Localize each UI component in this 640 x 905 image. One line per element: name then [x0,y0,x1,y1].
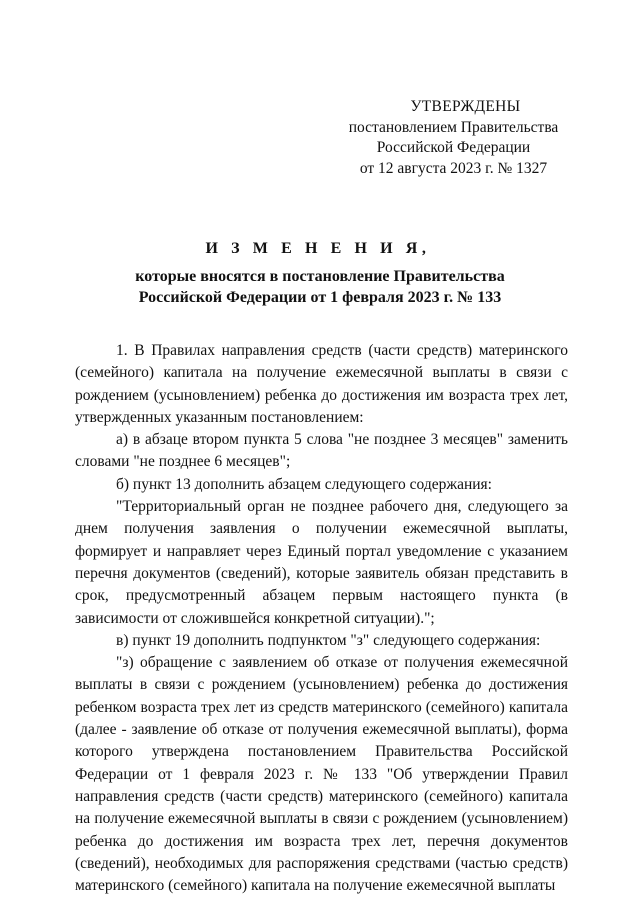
approval-date-line: от 12 августа 2023 г. № 1327 [359,159,548,177]
paragraph-subitem-c: в) пункт 19 дополнить подпунктом "з" следующего содержания: [116,631,541,649]
paragraph-subitem-a: а) в абзаце втором пункта 5 слова "не позднее 3 месяцев" заменить словами "не позднее 6 месяцев"; [75,431,568,471]
paragraph-item-1: 1. В Правилах направления средств (части средств) материнского (семейного) капитала на получение ежемесячной выплаты в связи с рождением (усыновлением) ребенка до достижения им возраста трех лет, утвержденных указанным постановлением: [75,342,568,426]
paragraph-quote-1: "Территориальный орган не позднее рабочего дня, следующего за днем получения заявления о получении ежемесячной выплаты, формирует и направляет через Единый портал уведомление с указанием перечня документов (сведений), которые заявитель обязан представить в срок, предусмотренный абзацем первым настоящего пункта (в зависимости от сложившейся конкретной ситуации)."; [75,498,568,627]
approval-line-2: Российской Федерации [376,139,531,156]
subtitle-line-2: Российской Федерации от 1 февраля 2023 г. № 133 [138,288,502,306]
paragraph-quote-2: "з) обращение с заявлением об отказе от получения ежемесячной выплаты в связи с рождением (усыновлением) ребенка до достижения ребенком возраста трех лет из средств материнского (семейного) капитала (далее - заявление об отказе от получения ежемесячной выплаты), форма которого утверждена постановлением Правительства Российской Федерации от 1 февраля 2023 г. № 133 "Об утверждении Правил направления средств (части средств) материнского (семейного) капитала на получение ежемесячной выплаты в связи с рождением (усыновлением) ребенка до достижения им возраста трех лет, перечня документов (сведений), необходимых для распоряжения средствами (частью средств) материнского (семейного) капитала на получение ежемесячной выплаты [75,654,568,895]
approval-line-1: постановлением Правительства [348,118,559,136]
document-heading [0,238,640,308]
document-body [75,340,568,897]
approved-label: УТВЕРЖДЕНЫ [410,98,521,115]
paragraph-subitem-b: б) пункт 13 дополнить абзацем следующего содержания: [116,475,492,493]
subtitle-line-1: которые вносятся в постановление Правительства [135,268,505,285]
document-subtitle [0,267,640,308]
approval-stamp [340,97,567,179]
document-title: И З М Е Н Е Н И Я, [205,240,431,257]
